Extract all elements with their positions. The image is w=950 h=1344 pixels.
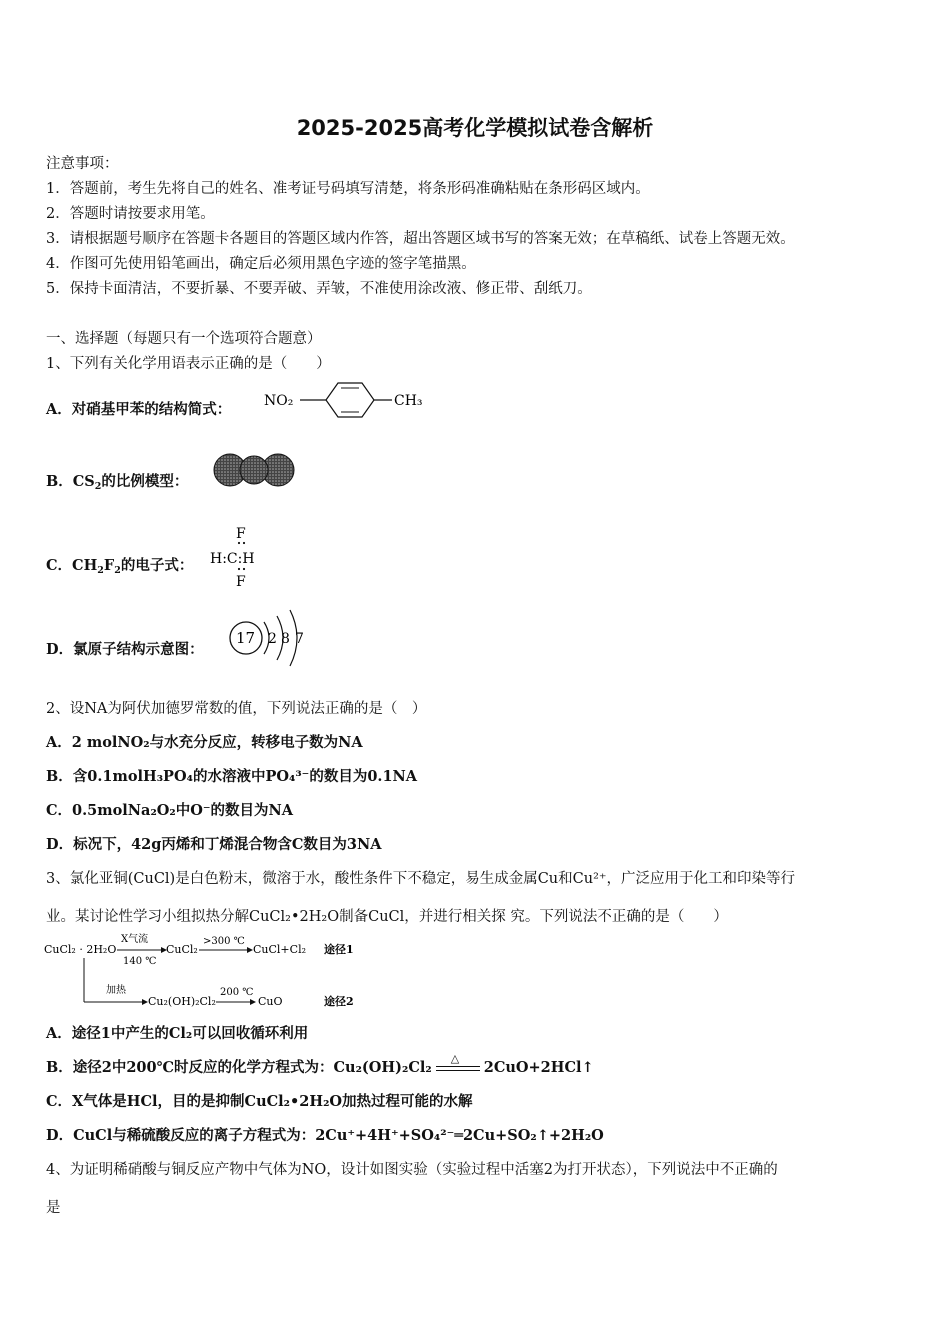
- nucleus-charge-label: 17: [236, 629, 256, 647]
- heat-symbol: △: [450, 1052, 460, 1065]
- q1-option-d: D．氯原子结构示意图：: [46, 641, 204, 658]
- fluorine-bottom-label: F: [236, 574, 246, 590]
- q3-stem-line1: 3、氯化亚铜(CuCl)是白色粉末，微溶于水，酸性条件下不稳定，易生成金属Cu和Cu²⁺，广泛应用于化工和印染等行: [46, 871, 796, 887]
- shell-2-electrons: 8: [281, 631, 290, 647]
- scheme-intermediate-1: CuCl₂: [166, 943, 198, 956]
- notice-item: 1．答题前，考生先将自己的姓名、准考证号码填写清楚，将条形码准确粘贴在条形码区域内。: [46, 181, 650, 197]
- arrow4-condition: 200 ℃: [220, 987, 254, 998]
- q3-option-a: A．途径1中产生的Cl₂可以回收循环利用: [46, 1025, 309, 1042]
- q1-option-c: C．$CH_2F_2$的电子式：: [46, 557, 194, 576]
- notice-heading: 注意事项：: [46, 156, 119, 172]
- q1-option-b: B．$CS_2$的比例模型：: [46, 473, 189, 492]
- scheme-product-2: CuO: [258, 995, 283, 1008]
- cs2-space-filling-model-figure: [212, 450, 298, 490]
- q2-option-c: C．0.5molNa₂O₂中O⁻的数目为NA: [46, 802, 294, 819]
- q4-stem-line2: 是: [46, 1200, 61, 1216]
- q4-stem-line1: 4、为证明稀硝酸与铜反应产物中气体为NO，设计如图实验（实验过程中活塞2为打开状态），下列说法中不正确的: [46, 1162, 778, 1178]
- shell-1-electrons: 2: [268, 631, 277, 647]
- q2-option-a: A．2 molNO₂与水充分反应，转移电子数为NA: [46, 734, 363, 751]
- q2-option-d: D．标况下，42g丙烯和丁烯混合物含C数目为3NA: [46, 836, 382, 853]
- q3-option-c: C．X气体是HCl，目的是抑制CuCl₂•2H₂O加热过程可能的水解: [46, 1093, 473, 1110]
- route-1-label: 途径1: [324, 943, 354, 956]
- nitro-group-label: NO₂: [264, 393, 294, 409]
- q3-stem-line2: 业。某讨论性学习小组拟热分解CuCl₂•2H₂O制备CuCl，并进行相关探 究。下列说法不正确的是（ ）: [46, 909, 728, 925]
- cucl-preparation-scheme-figure: [44, 930, 374, 1014]
- page-title: 2025-2025高考化学模拟试卷含解析: [296, 116, 654, 140]
- notice-item: 3．请根据题号顺序在答题卡各题目的答题区域内作答，超出答题区域书写的答案无效；在草稿纸、试卷上答题无效。: [46, 231, 795, 247]
- q3-option-d: D．CuCl与稀硫酸反应的离子方程式为：2Cu⁺+4H⁺+SO₄²⁻═2Cu+SO₂↑+2H₂O: [46, 1127, 604, 1144]
- arrow1-condition-top: X气流: [121, 934, 149, 945]
- shell-3-electrons: 7: [295, 631, 304, 647]
- center-atoms-label: H:C:H: [210, 551, 255, 567]
- q1-stem: 1、下列有关化学用语表示正确的是（ ）: [46, 356, 331, 372]
- methyl-group-label: CH₃: [394, 393, 423, 409]
- route-2-label: 途径2: [324, 995, 354, 1008]
- q1-option-a: A．对硝基甲苯的结构简式：: [46, 401, 232, 418]
- nitrotoluene-structure-figure: [262, 378, 437, 422]
- section-heading: 一、选择题（每题只有一个选项符合题意）: [46, 331, 322, 347]
- arrow3-condition: 加热: [106, 985, 126, 996]
- scheme-intermediate-2: Cu₂(OH)₂Cl₂: [148, 995, 216, 1008]
- q3-option-b: B．途径2中200℃时反应的化学方程式为：Cu₂(OH)₂Cl₂ △ 2CuO+2HCl↑: [46, 1052, 594, 1076]
- arrow2-condition: >300 ℃: [203, 936, 245, 947]
- chlorine-atom-diagram-figure: [226, 604, 316, 674]
- q2-stem: 2、设NA为阿伏加德罗常数的值，下列说法正确的是（ ）: [46, 701, 427, 717]
- arrow1-condition-bottom: 140 ℃: [123, 956, 157, 967]
- fluorine-top-label: F: [236, 526, 246, 542]
- ch2f2-electron-formula-figure: [208, 522, 278, 594]
- notice-item: 4．作图可先使用铅笔画出，确定后必须用黑色字迹的签字笔描黑。: [46, 256, 476, 272]
- notice-item: 5．保持卡面清洁，不要折暴、不要弄破、弄皱，不准使用涂改液、修正带、刮纸刀。: [46, 281, 592, 297]
- scheme-start: CuCl₂ · 2H₂O: [44, 943, 117, 956]
- q2-option-b: B．含0.1molH₃PO₄的水溶液中PO₄³⁻的数目为0.1NA: [46, 768, 418, 785]
- notice-item: 2．答题时请按要求用笔。: [46, 206, 215, 222]
- scheme-product-1: CuCl+Cl₂: [253, 943, 306, 956]
